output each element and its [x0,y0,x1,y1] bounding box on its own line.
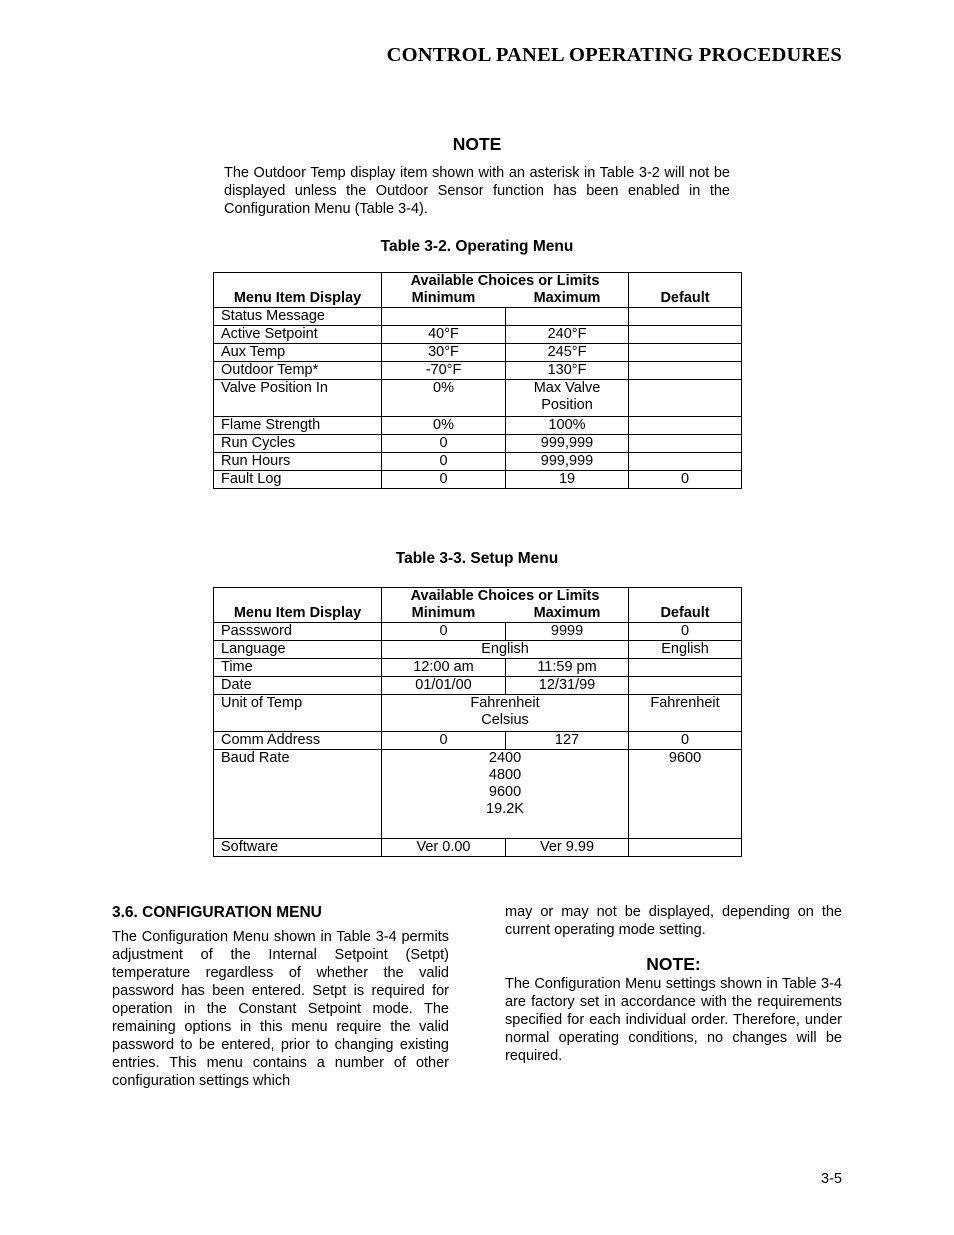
cell-max: 100% [506,417,629,435]
cell-item: Active Setpoint [214,326,382,344]
cell-default: Fahrenheit [629,695,742,732]
choice: 4800 [488,767,522,783]
table1-header-row-1 [214,273,742,291]
table1-header-item: Menu Item Display [214,273,382,308]
cell-item: Run Hours [214,453,382,471]
table-row [214,344,742,362]
operating-menu-table [213,272,742,489]
cell-default [629,308,742,326]
table2-header-item: Menu Item Display [214,588,382,623]
cell-choices [382,750,629,839]
cell-max: 999,999 [506,453,629,471]
cell-max-line-2: Position [541,397,593,413]
note2-title: NOTE: [646,954,701,974]
section-body-left: The Configuration Menu shown in Table 3-4 permits adjustment of the Internal Setpoint (Setpt) temperature regardless of whether the valid password has been entered. Setpt is required for operation in the Constant Setpoint mode. The remaining options in this menu require the valid password to be entered, prior to changing existing entries. This menu contains a number of other configuration settings which [112,929,449,1089]
cell-item: Flame Strength [214,417,382,435]
cell-min: 0 [382,453,506,471]
cell-max: 9999 [506,623,629,641]
cell-min: 0 [382,623,506,641]
table-row [214,326,742,344]
cell-default [629,380,742,417]
cell-max [506,380,629,417]
table1-header-min: Minimum [382,290,506,308]
choice: 19.2K [486,801,524,817]
table1-caption: Table 3-2. Operating Menu [380,238,574,255]
cell-max-line-1: Max Valve [533,380,601,396]
cell-min: 0 [382,471,506,489]
cell-min: 0% [382,417,506,435]
setup-menu-table [213,587,742,857]
cell-default: 0 [629,732,742,750]
page-header: CONTROL PANEL OPERATING PROCEDURES [386,44,842,66]
cell-default [629,417,742,435]
table1-header-available: Available Choices or Limits [382,273,629,291]
table-row [214,641,742,659]
table-row [214,417,742,435]
table-row [214,435,742,453]
cell-max: 240°F [506,326,629,344]
cell-choice: English [382,641,629,659]
cell-default: English [629,641,742,659]
choice: 9600 [488,784,522,800]
cell-min: Ver 0.00 [382,839,506,857]
cell-item: Unit of Temp [214,695,382,732]
table2-header-available: Available Choices or Limits [382,588,629,606]
cell-default [629,677,742,695]
cell-item: Software [214,839,382,857]
cell-default [629,659,742,677]
table2-header-row-1 [214,588,742,606]
table-row [214,453,742,471]
cell-default: 0 [629,623,742,641]
cell-max: 12/31/99 [506,677,629,695]
cell-min: 30°F [382,344,506,362]
table2-header-default: Default [629,588,742,623]
cell-min: -70°F [382,362,506,380]
table-row [214,677,742,695]
cell-max: Ver 9.99 [506,839,629,857]
choice: Celsius [481,712,529,728]
table-row [214,623,742,641]
table2-caption: Table 3-3. Setup Menu [395,550,559,567]
cell-item: Time [214,659,382,677]
cell-item: Valve Position In [214,380,382,417]
cell-default: 0 [629,471,742,489]
cell-default [629,839,742,857]
page-number: 3-5 [821,1171,842,1187]
table-row [214,659,742,677]
table1-header-max: Maximum [506,290,629,308]
cell-min: 40°F [382,326,506,344]
table-row [214,732,742,750]
cell-item: Run Cycles [214,435,382,453]
cell-default [629,362,742,380]
cell-min [382,308,506,326]
cell-min: 01/01/00 [382,677,506,695]
table-row [214,471,742,489]
cell-item: Outdoor Temp* [214,362,382,380]
cell-min: 0% [382,380,506,417]
note-title: NOTE [452,134,502,154]
note-body: The Outdoor Temp display item shown with an asterisk in Table 3-2 will not be displayed unless the Outdoor Sensor function has been enabled in the Configuration Menu (Table 3-4). [224,165,730,217]
cell-default [629,326,742,344]
cell-max: 245°F [506,344,629,362]
table-row [214,308,742,326]
cell-max: 19 [506,471,629,489]
cell-item: Date [214,677,382,695]
section-title: 3.6. CONFIGURATION MENU [112,904,322,921]
table-row [214,362,742,380]
cell-max: 11:59 pm [506,659,629,677]
table-row [214,750,742,839]
cell-min: 0 [382,732,506,750]
cell-max: 130°F [506,362,629,380]
cell-item: Comm Address [214,732,382,750]
table-row [214,380,742,417]
cell-min: 12:00 am [382,659,506,677]
note2-body: The Configuration Menu settings shown in Table 3-4 are factory set in accordance with the requirements specified for each individual order. Therefore, under normal operating conditions, no changes will be required. [505,976,842,1064]
cell-item: Passsword [214,623,382,641]
table2-header-min: Minimum [382,605,506,623]
cell-default [629,435,742,453]
cell-default [629,453,742,471]
cell-item: Language [214,641,382,659]
cell-default [629,344,742,362]
table-row [214,695,742,732]
cell-item: Status Message [214,308,382,326]
cell-max: 127 [506,732,629,750]
cell-default: 9600 [629,750,742,839]
choice: 2400 [488,750,522,766]
cell-item: Aux Temp [214,344,382,362]
table-row [214,839,742,857]
table1-header-default: Default [629,273,742,308]
cell-min: 0 [382,435,506,453]
choice: Fahrenheit [470,695,540,711]
cell-item: Baud Rate [214,750,382,839]
cell-item: Fault Log [214,471,382,489]
cell-max: 999,999 [506,435,629,453]
section-body-right: may or may not be displayed, depending on the current operating mode setting. [505,904,842,938]
table2-header-max: Maximum [506,605,629,623]
cell-max [506,308,629,326]
cell-choices [382,695,629,732]
